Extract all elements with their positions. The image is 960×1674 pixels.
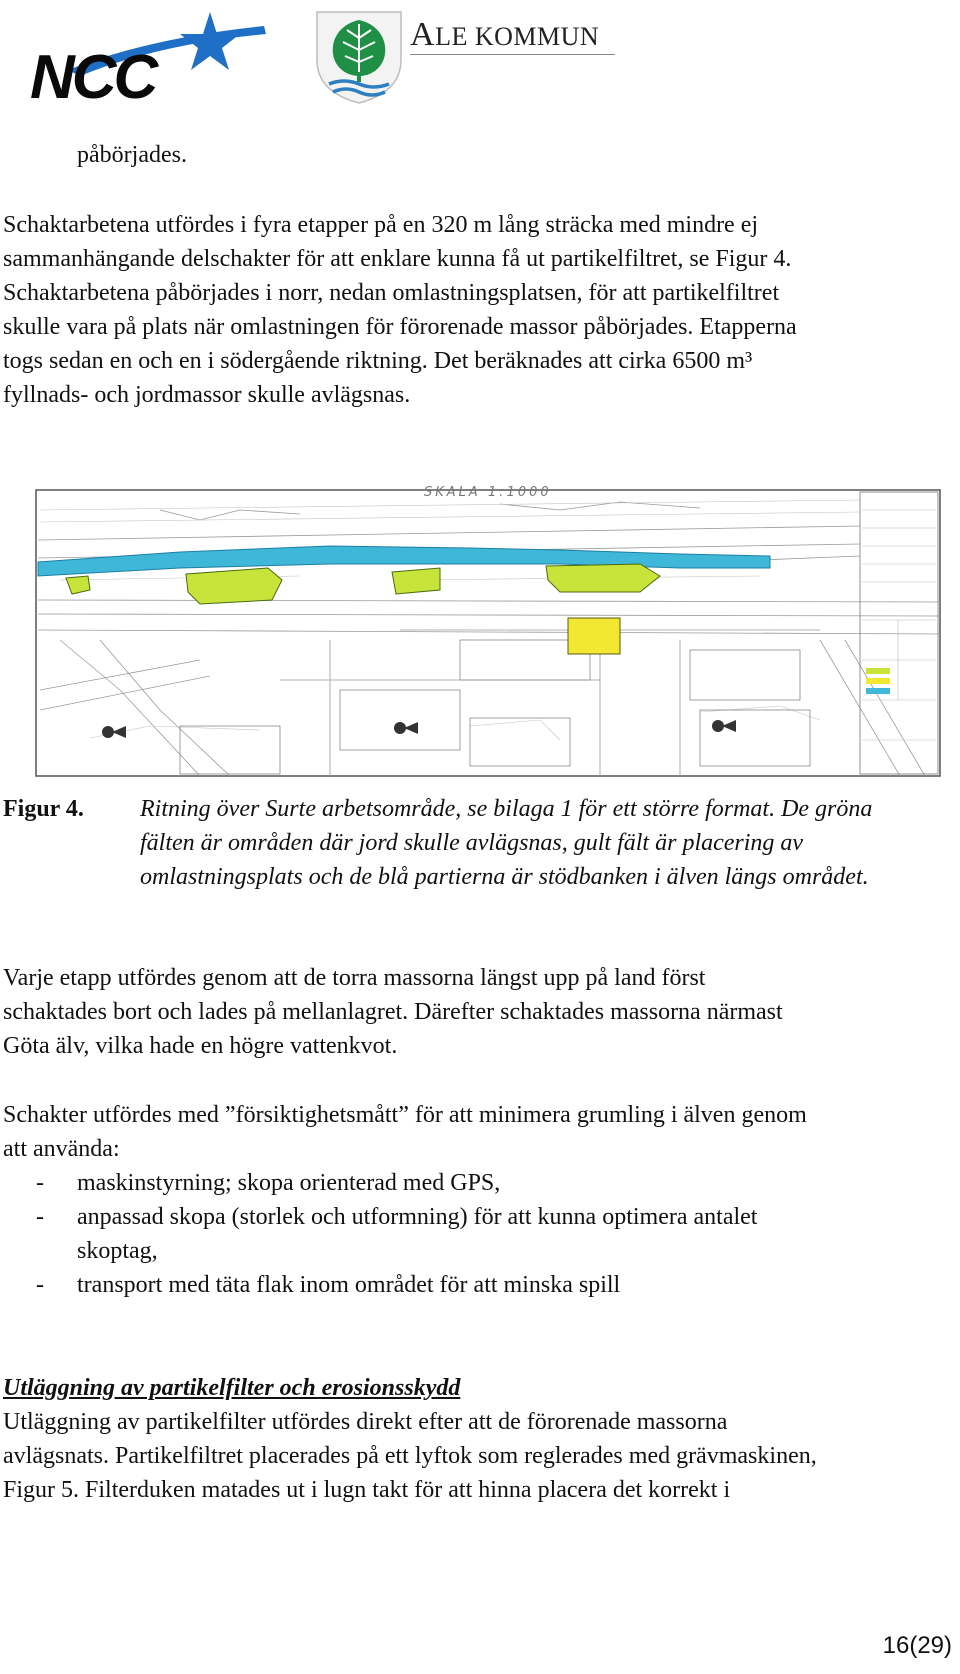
scale-label: SKALA 1:1000: [424, 485, 552, 500]
text-line: att använda:: [3, 1136, 120, 1162]
paragraph-schaktarbeten: [3, 208, 797, 412]
wordmark-underline: [410, 54, 615, 55]
ale-kommun-shield-icon: [315, 10, 403, 105]
yellow-omlastningsplats: [568, 618, 620, 654]
list-item-text: skoptag,: [77, 1238, 158, 1264]
text-line: Schakter utfördes med ”försiktighetsmått” för att minimera grumling i älven genom: [3, 1102, 807, 1128]
list-item: [36, 1200, 757, 1268]
green-field-2: [186, 568, 282, 604]
list-item-text: anpassad skopa (storlek och utformning) för att kunna optimera antalet: [77, 1204, 758, 1230]
list-item: [36, 1268, 757, 1302]
green-field-4: [546, 564, 660, 592]
text-line: fyllnads- och jordmassor skulle avlägsnas.: [3, 382, 411, 408]
bullet-dash: -: [36, 1272, 44, 1298]
figure-caption: [140, 792, 872, 894]
green-field-3: [392, 568, 440, 594]
paragraph-forsiktighet: [3, 1098, 807, 1166]
figure-site-drawing: [0, 480, 960, 780]
continued-line: påbörjades.: [77, 142, 187, 168]
text-line: avlägsnats. Partikelfiltret placerades på ett lyftok som reglerades med grävmaskinen,: [3, 1443, 817, 1469]
text-line: Schaktarbetena utfördes i fyra etapper på en 320 m lång sträcka med mindre ej: [3, 212, 759, 238]
svg-text:NCC: NCC: [30, 43, 156, 103]
bullet-list: [36, 1166, 757, 1302]
paragraph-etapp: [3, 961, 783, 1063]
text-line: Varje etapp utfördes genom att de torra massorna längst upp på land först: [3, 965, 706, 991]
text-line: Schaktarbetena påbörjades i norr, nedan omlastningsplatsen, för att partikelfiltret: [3, 280, 780, 306]
text-line: sammanhängande delschakter för att enklare kunna få ut partikelfiltret, se Figur 4.: [3, 246, 792, 272]
text-line: togs sedan en och en i södergående riktning. Det beräknades att cirka 6500 m³: [3, 348, 753, 374]
caption-line: fälten är områden där jord skulle avlägsnas, gult fält är placering av: [140, 830, 804, 856]
ncc-logo: [28, 8, 278, 103]
ale-kommun-wordmark: ALE KOMMUN: [410, 16, 600, 53]
caption-line: Ritning över Surte arbetsområde, se bilaga 1 för ett större format. De gröna: [140, 796, 873, 822]
list-item: [36, 1166, 757, 1200]
figure-caption-label: Figur 4.: [3, 796, 84, 822]
text-line: Figur 5. Filterduken matades ut i lugn takt för att hinna placera det korrekt i: [3, 1477, 731, 1503]
text-line: schaktades bort och lades på mellanlagret. Därefter schaktades massorna närmast: [3, 999, 783, 1025]
caption-line: omlastningsplats och de blå partierna är stödbanken i älven längs området.: [140, 864, 869, 890]
bullet-dash: -: [36, 1204, 44, 1230]
list-item-text: transport med täta flak inom området för att minska spill: [77, 1272, 621, 1298]
paragraph-partikelfilter: [3, 1405, 817, 1507]
list-item-text: maskinstyrning; skopa orienterad med GPS,: [77, 1170, 501, 1196]
page-header: [0, 0, 960, 115]
text-line: Utläggning av partikelfilter utfördes direkt efter att de förorenade massorna: [3, 1409, 728, 1435]
bullet-dash: -: [36, 1170, 44, 1196]
text-line: Göta älv, vilka hade en högre vattenkvot.: [3, 1033, 398, 1059]
text-line: skulle vara på plats när omlastningen för förorenade massor påbörjades. Etapperna: [3, 314, 797, 340]
page-number: 16(29): [882, 1632, 952, 1659]
section-heading: Utläggning av partikelfilter och erosionsskydd: [3, 1375, 461, 1401]
